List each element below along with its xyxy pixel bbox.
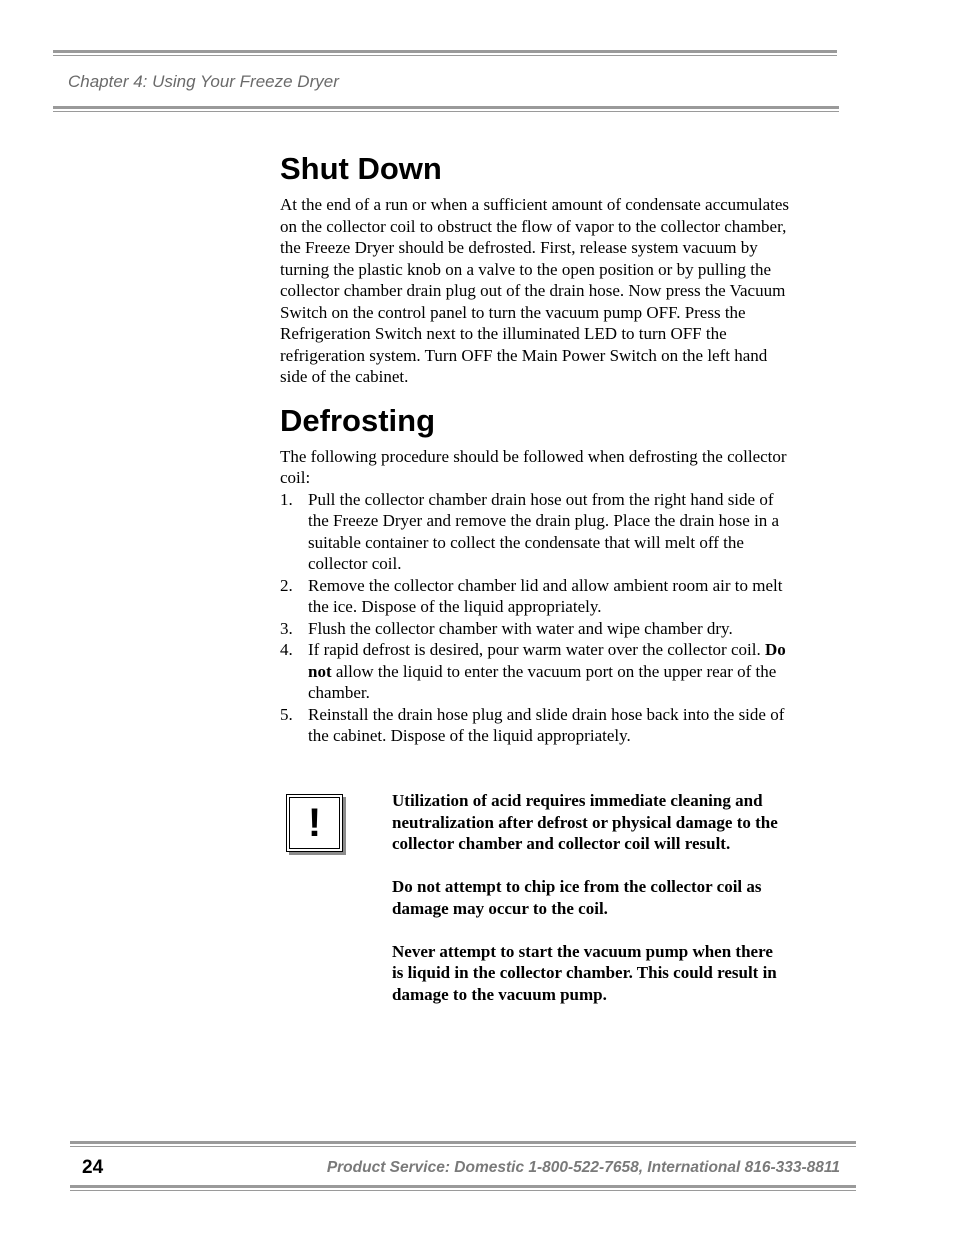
shut-down-heading: Shut Down xyxy=(280,151,442,186)
chapter-title: Chapter 4: Using Your Freeze Dryer xyxy=(68,72,339,91)
step-text-emphasis: Do not xyxy=(308,640,786,681)
step-number: 5. xyxy=(280,704,293,724)
list-item xyxy=(280,704,790,747)
step-text: Pull the collector chamber drain hose out from the right hand side of the Freeze Dryer and remove the drain plug. Place the drain hose in a suitable container to collect the condensate that will melt off the collector coil. xyxy=(308,489,780,573)
step-number: 4. xyxy=(280,640,293,659)
step-number: 1. xyxy=(280,489,293,509)
step-number: 2. xyxy=(280,575,293,595)
page-number: 24 xyxy=(82,1157,104,1178)
step-text-post: allow the liquid to enter the vacuum port on the upper rear of the chamber. xyxy=(308,661,777,702)
warning-text xyxy=(392,790,787,1027)
warning-paragraph: Utilization of acid requires immediate cleaning and neutralization after defrost or physical damage to the collector chamber and collector coil will result. xyxy=(392,791,778,853)
header-top-rule xyxy=(53,50,837,56)
shut-down-body: At the end of a run or when a sufficient amount of condensate accumulates on the collector coil to obstruct the flow of vapor to the collector chamber, the Freeze Dryer should be defrosted. First, release system vacuum by turning the plastic knob on a valve to the open position or by pulling the collector chamber drain plug out of the drain hose. Now press the Vacuum Switch on the control panel to turn the vacuum pump OFF. Press the Refrigeration Switch next to the illuminated LED to turn OFF the refrigeration system. Turn OFF the Main Power Switch on the left hand side of the cabinet. xyxy=(280,195,790,386)
step-text: Reinstall the drain hose plug and slide drain hose back into the side of the cabinet. Dispose of the liquid appropriately. xyxy=(308,704,785,745)
list-item xyxy=(280,639,790,704)
step-text: Remove the collector chamber lid and allow ambient room air to melt the ice. Dispose of the liquid appropriately. xyxy=(308,575,783,616)
defrosting-steps xyxy=(280,489,790,747)
warning-symbol: ! xyxy=(307,800,322,845)
step-text: Flush the collector chamber with water and wipe chamber dry. xyxy=(308,618,733,638)
list-item xyxy=(280,489,790,575)
step-text-pre: If rapid defrost is desired, pour warm water over the collector coil. xyxy=(308,640,765,659)
warning-paragraph: Never attempt to start the vacuum pump when there is liquid in the collector chamber. This could result in damage to the vacuum pump. xyxy=(392,941,777,1004)
defrosting-intro: The following procedure should be followed when defrosting the collector coil: xyxy=(280,446,787,487)
list-item xyxy=(280,618,790,640)
footer-bottom-rule xyxy=(70,1185,856,1191)
step-number: 3. xyxy=(280,618,293,638)
list-item xyxy=(280,575,790,618)
defrosting-heading: Defrosting xyxy=(280,402,435,438)
header-bottom-rule xyxy=(53,106,839,112)
product-service-text: Product Service: Domestic 1-800-522-7658, International 816-333-8811 xyxy=(326,1159,840,1176)
footer-top-rule xyxy=(70,1141,856,1147)
warning-exclamation-icon xyxy=(286,794,343,852)
warning-paragraph: Do not attempt to chip ice from the collector coil as damage may occur to the coil. xyxy=(392,877,762,918)
main-content xyxy=(280,150,790,747)
